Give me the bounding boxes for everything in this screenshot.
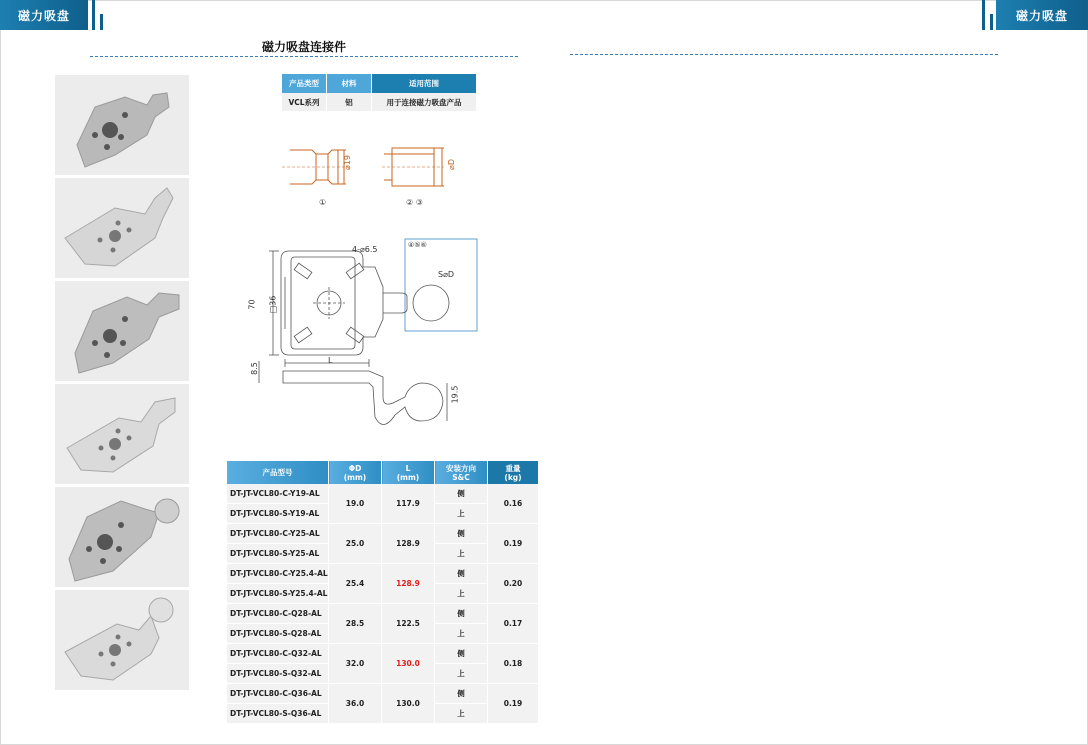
spec-model-cell: DT-JT-VCL80-C-Y19-AL — [227, 484, 329, 504]
dimension-label: ⌀19 — [343, 155, 352, 170]
product-photo — [55, 178, 189, 281]
spec-dir-cell: 上 — [435, 544, 488, 564]
spec-weight-cell: 0.18 — [488, 644, 539, 684]
spec-dir-cell: 上 — [435, 624, 488, 644]
connector-drawing — [282, 140, 482, 200]
spec-l-cell: 117.9 — [382, 484, 435, 524]
header-accent-bar — [990, 14, 993, 30]
product-photo — [55, 487, 189, 590]
dashed-divider — [90, 56, 518, 57]
spec-weight-cell: 0.19 — [488, 524, 539, 564]
spec-model-cell: DT-JT-VCL80-C-Q36-AL — [227, 684, 329, 704]
spec-dir-cell: 上 — [435, 584, 488, 604]
info-cell: 用于连接磁力吸盘产品 — [372, 93, 477, 111]
spec-dir-cell: 侧 — [435, 684, 488, 704]
spec-d-cell: 25.0 — [329, 524, 382, 564]
spec-d-cell: 32.0 — [329, 644, 382, 684]
spec-model-cell: DT-JT-VCL80-S-Q32-AL — [227, 664, 329, 684]
spec-model-cell: DT-JT-VCL80-C-Y25-AL — [227, 524, 329, 544]
spec-dir-cell: 侧 — [435, 604, 488, 624]
spec-l-cell: 128.9 — [382, 524, 435, 564]
spec-l-cell-highlight: 130.0 — [382, 644, 435, 684]
dimension-label: 4-⌀6.5 — [352, 245, 378, 254]
spec-model-cell: DT-JT-VCL80-S-Y19-AL — [227, 504, 329, 524]
spec-model-cell: DT-JT-VCL80-S-Y25-AL — [227, 544, 329, 564]
spec-model-cell: DT-JT-VCL80-C-Q28-AL — [227, 604, 329, 624]
spec-dir-cell: 侧 — [435, 564, 488, 584]
dimension-label: 19.5 — [450, 385, 460, 404]
product-photo — [55, 590, 189, 693]
spec-header: 重量 (kg) — [488, 461, 539, 484]
spec-header: 产品型号 — [227, 461, 329, 484]
spec-d-cell: 25.4 — [329, 564, 382, 604]
spec-model-cell: DT-JT-VCL80-S-Q28-AL — [227, 624, 329, 644]
product-photo — [55, 281, 189, 384]
spec-d-cell: 36.0 — [329, 684, 382, 724]
dimension-label: S⌀D — [438, 270, 455, 279]
product-photo — [55, 384, 189, 487]
info-cell: VCL系列 — [282, 93, 327, 111]
spec-l-cell: 122.5 — [382, 604, 435, 644]
info-header: 适用范围 — [372, 74, 477, 93]
drawing-caption: ① — [319, 198, 327, 207]
spec-weight-cell: 0.20 — [488, 564, 539, 604]
spec-header: L (mm) — [382, 461, 435, 484]
spec-weight-cell: 0.19 — [488, 684, 539, 724]
spec-weight-cell: 0.16 — [488, 484, 539, 524]
info-header: 产品类型 — [282, 74, 327, 93]
product-info-table — [282, 74, 477, 111]
spec-model-cell: DT-JT-VCL80-C-Q32-AL — [227, 644, 329, 664]
spec-d-cell: 19.0 — [329, 484, 382, 524]
spec-dir-cell: 侧 — [435, 524, 488, 544]
header-accent-bar — [982, 0, 985, 30]
spec-model-cell: DT-JT-VCL80-S-Q36-AL — [227, 704, 329, 724]
drawing-caption: ② ③ — [406, 198, 423, 207]
dimension-label: ⌀D — [446, 159, 456, 170]
header-accent-bar — [100, 14, 103, 30]
spec-weight-cell: 0.17 — [488, 604, 539, 644]
product-photo-column — [55, 75, 189, 693]
product-photo — [55, 75, 189, 178]
dimension-label: 70 — [247, 299, 257, 310]
dimension-label: □36 — [268, 295, 278, 314]
spec-dir-cell: 侧 — [435, 484, 488, 504]
info-header: 材料 — [327, 74, 372, 93]
spec-table — [227, 461, 539, 724]
spec-l-cell: 130.0 — [382, 684, 435, 724]
spec-d-cell: 28.5 — [329, 604, 382, 644]
spec-dir-cell: 侧 — [435, 644, 488, 664]
section-title: 磁力吸盘连接件 — [262, 40, 347, 54]
spec-header: 安装方向 S&C — [435, 461, 488, 484]
spec-model-cell: DT-JT-VCL80-S-Y25.4-AL — [227, 584, 329, 604]
spec-l-cell-highlight: 128.9 — [382, 564, 435, 604]
spec-dir-cell: 上 — [435, 704, 488, 724]
header-tab-left: 磁力吸盘 — [0, 0, 88, 30]
spec-dir-cell: 上 — [435, 664, 488, 684]
spec-header: ΦD (mm) — [329, 461, 382, 484]
info-cell: 铝 — [327, 93, 372, 111]
drawing-caption: ④⑤⑥ — [408, 241, 427, 249]
dimension-label: 8.5 — [249, 362, 259, 375]
spec-dir-cell: 上 — [435, 504, 488, 524]
header-tab-right: 磁力吸盘 — [996, 0, 1088, 30]
dashed-divider — [570, 54, 998, 55]
spec-model-cell: DT-JT-VCL80-C-Y25.4-AL — [227, 564, 329, 584]
dimension-label: L — [328, 356, 333, 365]
header-accent-bar — [92, 0, 95, 30]
